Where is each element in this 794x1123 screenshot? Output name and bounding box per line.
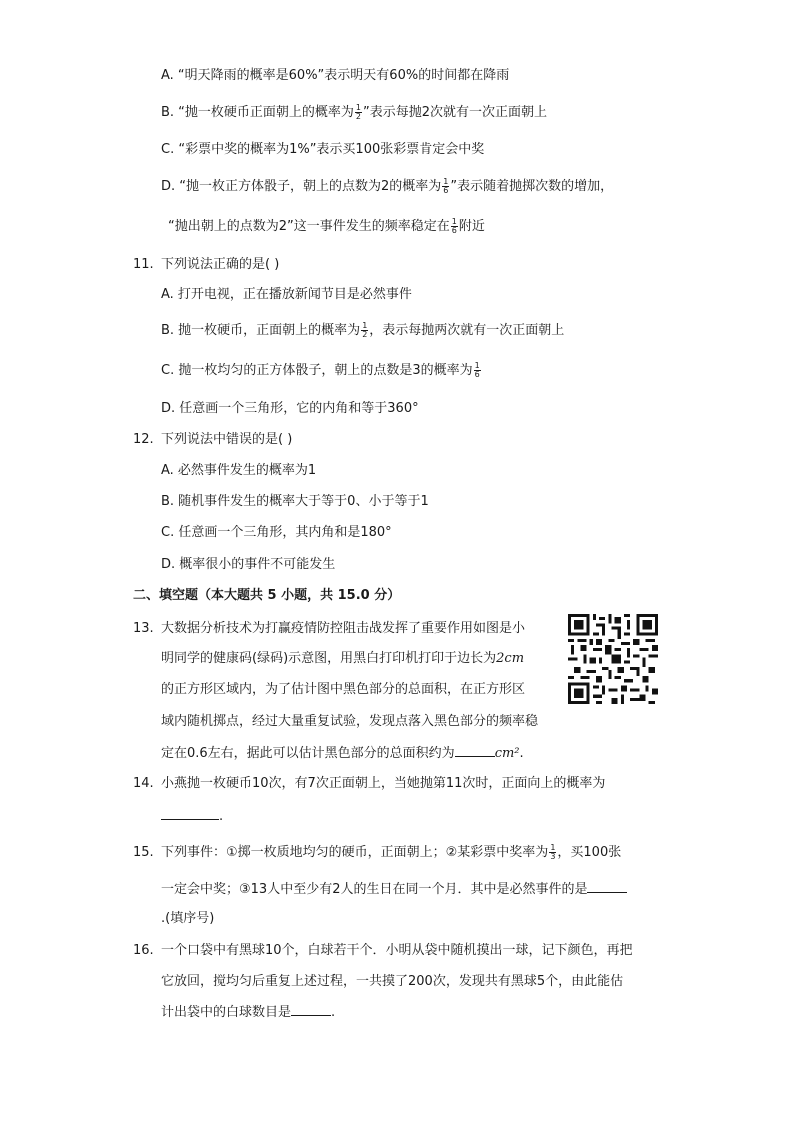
q12-option-b: B. 随机事件发生的概率大于等于0、小于等于1 [161, 494, 429, 509]
q10-option-b: B. “抛一枚硬币正面朝上的概率为 $\frac{1}{2}$ ”表示每抛2次就有一次正面朝上 [161, 103, 548, 121]
section-heading: 二、填空题（本大题共 5 小题，共 15.0 分） [133, 588, 401, 603]
fraction: $\frac{1}{3}$ [550, 843, 556, 861]
question-line: 定在0.6左右，据此可以估计黑色部分的总面积约为 cm². [161, 746, 524, 761]
question-stem: 下列说法中错误的是( ) [161, 432, 293, 447]
question-number: 16. [133, 943, 154, 958]
q11-option-b: B. 抛一枚硬币，正面朝上的概率为 $\frac{1}{2}$ ，表示每抛两次就有一次正面朝上 [161, 321, 565, 339]
question-line: 域内随机掷点，经过大量重复试验，发现点落入黑色部分的频率稳 [161, 714, 539, 729]
answer-blank[interactable] [587, 880, 627, 893]
question-number: 13. [133, 621, 154, 636]
question-line: 的正方形区域内，为了估计图中黑色部分的总面积，在正方形区 [161, 682, 526, 697]
answer-blank[interactable] [455, 744, 495, 757]
q11-option-a: A. 打开电视，正在播放新闻节目是必然事件 [161, 287, 412, 302]
q12-option-c: C. 任意画一个三角形，其内角和是180° [161, 525, 392, 540]
fraction: $\frac{1}{2}$ [362, 321, 368, 339]
fraction: $\frac{1}{6}$ [474, 361, 480, 379]
q10-option-c: C. “彩票中奖的概率为1%”表示买100张彩票肯定会中奖 [161, 142, 485, 157]
question-number: 14. [133, 776, 154, 791]
answer-blank[interactable] [291, 1003, 331, 1016]
question-line: 一定会中奖；③13人中至少有2人的生日在同一个月．其中是必然事件的是 [161, 880, 627, 899]
answer-blank[interactable] [161, 807, 219, 820]
q10-option-d-continued: “抛出朝上的点数为2”这一事件发生的频率稳定在 $\frac{1}{6}$ 附近 [168, 217, 485, 235]
question-line: 明同学的健康码(绿码)示意图，用黑白打印机打印于边长为2cm [161, 651, 525, 666]
question-line: 一个口袋中有黑球10个，白球若干个．小明从袋中随机摸出一球，记下颜色，再把 [161, 943, 633, 958]
question-line: 下列事件：①掷一枚质地均匀的硬币，正面朝上；②某彩票中奖率为 $\frac{1}{3}$ ，买100张 [161, 843, 622, 861]
fraction: $\frac{1}{6}$ [451, 217, 457, 235]
q10-option-d: D. “抛一枚正方体骰子，朝上的点数为2的概率为 $\frac{1}{6}$ ”表示随着抛掷次数的增加， [161, 177, 614, 195]
q12-option-d: D. 概率很小的事件不可能发生 [161, 557, 336, 572]
q12-option-a: A. 必然事件发生的概率为1 [161, 463, 317, 478]
question-line: 小燕抛一枚硬币10次，有7次正面朝上，当她抛第11次时，正面向上的概率为 [161, 776, 606, 791]
question-number: 15. [133, 845, 154, 860]
question-line: . [161, 807, 223, 826]
health-code-qr-image [568, 614, 658, 704]
q11-option-c: C. 抛一枚均匀的正方体骰子，朝上的点数是3的概率为 $\frac{1}{6}$ [161, 361, 480, 379]
q11-option-d: D. 任意画一个三角形，它的内角和等于360° [161, 401, 419, 416]
fraction: $\frac{1}{6}$ [443, 177, 449, 195]
question-line: .(填序号) [161, 911, 215, 926]
question-line: 计出袋中的白球数目是 . [161, 1005, 336, 1020]
question-line: 它放回，搅均匀后重复上述过程，一共摸了200次，发现共有黑球5个，由此能估 [161, 974, 624, 989]
question-stem: 下列说法正确的是( ) [161, 257, 280, 272]
question-number: 12. [133, 432, 154, 447]
fraction: $\frac{1}{2}$ [355, 103, 362, 121]
q10-option-a: A. “明天降雨的概率是60%”表示明天有60%的时间都在降雨 [161, 68, 510, 83]
question-number: 11. [133, 257, 154, 272]
question-line: 大数据分析技术为打赢疫情防控阻击战发挥了重要作用如图是小 [161, 621, 526, 636]
